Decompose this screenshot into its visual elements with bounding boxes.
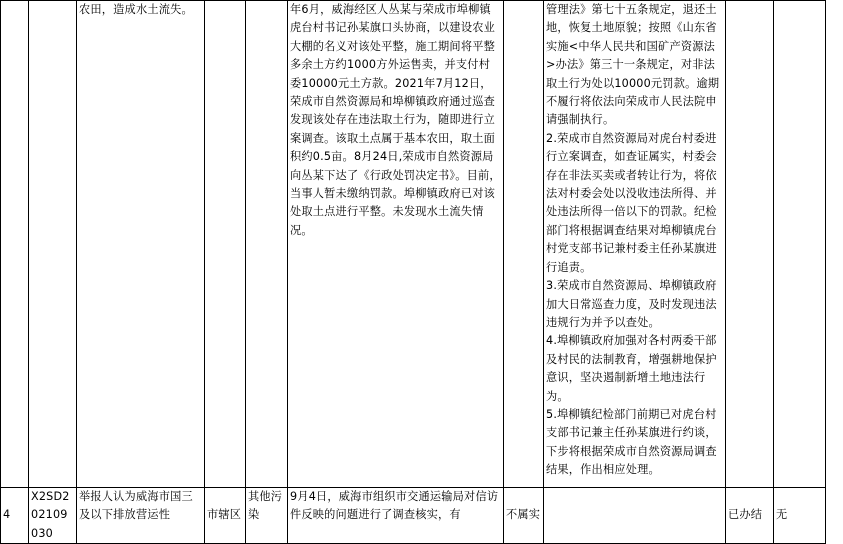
- table-row: [1, 1, 843, 488]
- finding-cell: 年6月，威海经区人丛某与荣成市埠柳镇虎台村书记孙某旗口头协商，以建设农业大棚的名义对该处平整，施工期间将平整多余土方约1000方外运售卖，并支付村委10000元土方款。2021年7月12日，荣成市自然资源局和埠柳镇政府通过巡查发现该处存在违法取土行为，随即进行立案调查。该取土点属于基本农田，取土面积约0.5亩。8月24日,荣成市自然资源局向丛某下达了《行政处罚决定书》。目前，当事人暂未缴纳罚款。埠柳镇政府已对该处取土点进行平整。未发现水土流失情况。: [288, 1, 504, 488]
- measure-item: 2.荣成市自然资源局对虎台村委进行立案调查，如查证属实，村委会存在非法买卖或者转让行为，将依法对村委会处以没收违法所得、并处违法所得一倍以下的罚款。纪检部门将根据调查结果对埠柳镇虎台村党支部书记兼村委主任孙某旗进行追责。: [546, 130, 723, 277]
- verdict-cell: 不属实: [504, 488, 544, 544]
- accountability-cell: [774, 1, 826, 488]
- code-cell: [29, 1, 77, 488]
- complaint-cell: 举报人认为威海市国三及以下排放营运性: [77, 488, 205, 544]
- table-row: [1, 488, 843, 544]
- measures-cell: [544, 1, 726, 488]
- category-cell: 其他污染: [246, 488, 288, 544]
- measure-item: 5.埠柳镇纪检部门前期已对虎台村支部书记兼主任孙某旗进行约谈，下步将根据荣成市自然资源局调查结果，作出相应处理。: [546, 406, 723, 480]
- status-cell: [726, 1, 774, 488]
- measure-item: 3.荣成市自然资源局、埠柳镇政府加大日常巡查力度，及时发现违法违规行为并予以查处。: [546, 277, 723, 332]
- area-cell: [205, 1, 246, 488]
- measures-cell: [544, 488, 726, 544]
- measure-item: 管理法》第七十五条规定，退还土地，恢复土地原貌；按照《山东省实施<中华人民共和国矿产资源法>办法》第三十一条规定，对非法取土行为处以10000元罚款。逾期不履行将依法向荣成市人民法院申请强制执行。: [546, 1, 723, 130]
- accountability-cell: 无: [774, 488, 826, 544]
- measure-item: 4.埠柳镇政府加强对各村两委干部及村民的法制教育，增强耕地保护意识，坚决遏制新增土地违法行为。: [546, 332, 723, 406]
- area-cell: 市辖区: [205, 488, 246, 544]
- index-cell: 4: [1, 488, 29, 544]
- code-cell: X2SD202109030: [29, 488, 77, 544]
- complaint-cell: 农田，造成水土流失。: [77, 1, 205, 488]
- status-cell: 已办结: [726, 488, 774, 544]
- index-cell: [1, 1, 29, 488]
- verdict-cell: [504, 1, 544, 488]
- category-cell: [246, 1, 288, 488]
- finding-cell: 9月4日，威海市组织市交通运输局对信访件反映的问题进行了调查核实，有: [288, 488, 504, 544]
